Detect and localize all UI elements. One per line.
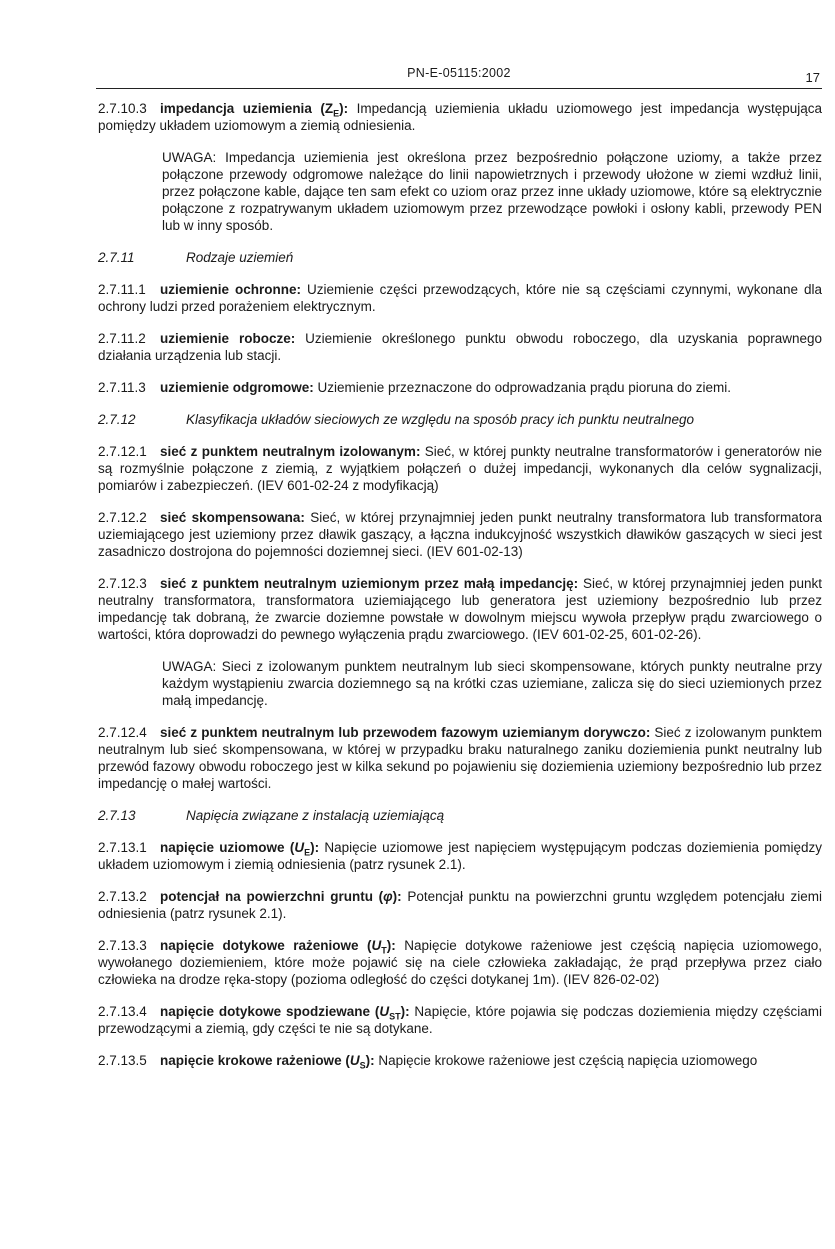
definition-2-7-12-3: 2.7.12.3 sieć z punktem neutralnym uziemionym przez małą impedancję: Sieć, w której przynajmniej jeden punkt neutralny transformatora, transformatora uziemiającego lub generatora jest uziemiony bezpośrednio lub przez impedancję tak dobraną, że zwarcie doziemne powstałe w dowolnym miejscu wywoła przepływ prądu zwarciowego o wartości, która doprowadzi do pewnego wyłączenia prądu zwarciowego. (IEV 601-02-25, 601-02-26). <box>98 576 822 642</box>
note-low-impedance: UWAGA: Sieci z izolowanym punktem neutralnym lub sieci skompensowane, których punkty neutralne przy każdym wystąpieniu zwarcia doziemnego są na krótki czas uziemiane, zalicza się do sieci uziemionych przez małą impedancję. <box>162 659 822 708</box>
document-body <box>98 100 822 1084</box>
definition-2-7-12-1: 2.7.12.1 sieć z punktem neutralnym izolowanym: Sieć, w której punkty neutralne transformatorów i generatorów nie są rozmyślnie połączone z ziemią, z wyjątkiem połączeń o dużej impedancji, wykonanych dla celów sygnalizacji, pomiarów i zabezpieczeń. (IEV 601-02-24 z modyfikacją) <box>98 444 822 493</box>
section-2-7-11: 2.7.11 Rodzaje uziemień <box>98 250 294 265</box>
definition-2-7-13-3: 2.7.13.3 napięcie dotykowe rażeniowe $(U_T)$: Napięcie dotykowe rażeniowe jest częścią napięcia uziomowego, wywołanego doziemieniem, które może pojawić się na ciele człowieka zakładając, że prąd przepływa przez ciało człowieka na drodze ręka-stopy (pozioma odległość do części dotykanej 1m). (IEV 826-02-02) <box>98 938 822 987</box>
section-2-7-13: 2.7.13 Napięcia związane z instalacją uziemiającą <box>98 808 445 823</box>
page-header <box>96 66 822 89</box>
definition-2-7-13-1: 2.7.13.1 napięcie uziomowe $(U_E)$: Napięcie uziomowe jest napięciem występującym podczas doziemienia pomiędzy układem uziomowym i ziemią odniesienia (patrz rysunek 2.1). <box>98 840 823 872</box>
definition-2-7-11-1: 2.7.11.1 uziemienie ochronne: Uziemienie części przewodzących, które nie są częściami czynnymi, wykonane dla ochrony ludzi przed porażeniem elektrycznym. <box>98 282 822 314</box>
page-number: 17 <box>805 70 820 85</box>
definition-2-7-13-4: 2.7.13.4 napięcie dotykowe spodziewane $(U_{ST})$: Napięcie, które pojawia się podczas doziemienia między częściami przewodzącymi a ziemią, gdy części te nie są dotykane. <box>98 1004 822 1036</box>
definition-2-7-12-4: 2.7.12.4 sieć z punktem neutralnym lub przewodem fazowym uziemianym dorywczo: Sieć z izolowanym punktem neutralnym lub sieć skompensowana, w której w przypadku braku naturalnego zaniku doziemienia punkt neutralny lub przewód fazowy obwodu roboczego jest w kilka sekund po pojawieniu się doziemienia uziemiony bezpośrednio lub przez impedancję o małej wartości. <box>98 725 822 791</box>
definition-2-7-12-2: 2.7.12.2 sieć skompensowana: Sieć, w której przynajmniej jeden punkt neutralny transformatora lub transformatora uziemiającego jest uziemiony przez dławik gaszący, a łączna indukcyjność wszystkich dławików gaszących w sieci jest zasadniczo dostrojona do pojemności doziemnej sieci. (IEV 601-02-13) <box>98 510 823 559</box>
definition-2-7-10-3: 2.7.10.3 impedancja uziemienia $(Z_E)$: Impedancją uziemienia układu uziomowego jest impedancja występująca pomiędzy układem uziomowym a ziemią odniesienia. <box>98 101 823 133</box>
note-impedance: UWAGA: Impedancja uziemienia jest określona przez bezpośrednio połączone uziomy, a także przez połączone przewody odgromowe należące do linii napowietrznych i przewody ułożone w ziemi wzdłuż linii, przez połączone kable, dające ten sam efekt co uziom oraz przez inne układy uziomowe, które są elektrycznie połączone z rozpatrywanym układem uziomowym przez przewodzące powłoki i osłony kabli, przewody PEN lub w inny sposób. <box>162 150 822 233</box>
section-2-7-12: 2.7.12 Klasyfikacja układów sieciowych ze względu na sposób pracy ich punktu neutralnego <box>98 412 695 427</box>
definition-2-7-13-2: 2.7.13.2 potencjał na powierzchni gruntu (φ): Potencjał punktu na powierzchni gruntu względem potencjału ziemi odniesienia (patrz rysunek 2.1). <box>98 889 822 921</box>
definition-2-7-13-5: 2.7.13.5 napięcie krokowe rażeniowe $(U_S)$: Napięcie krokowe rażeniowe jest częścią napięcia uziomowego <box>98 1053 758 1071</box>
definition-2-7-11-2: 2.7.11.2 uziemienie robocze: Uziemienie określonego punktu obwodu roboczego, dla uzyskania poprawnego działania urządzenia lub stacji. <box>98 331 822 363</box>
standard-id: PN-E-05115:2002 <box>407 66 511 80</box>
definition-2-7-11-3: 2.7.11.3 uziemienie odgromowe: Uziemienie przeznaczone do odprowadzania prądu pioruna do ziemi. <box>98 380 732 395</box>
